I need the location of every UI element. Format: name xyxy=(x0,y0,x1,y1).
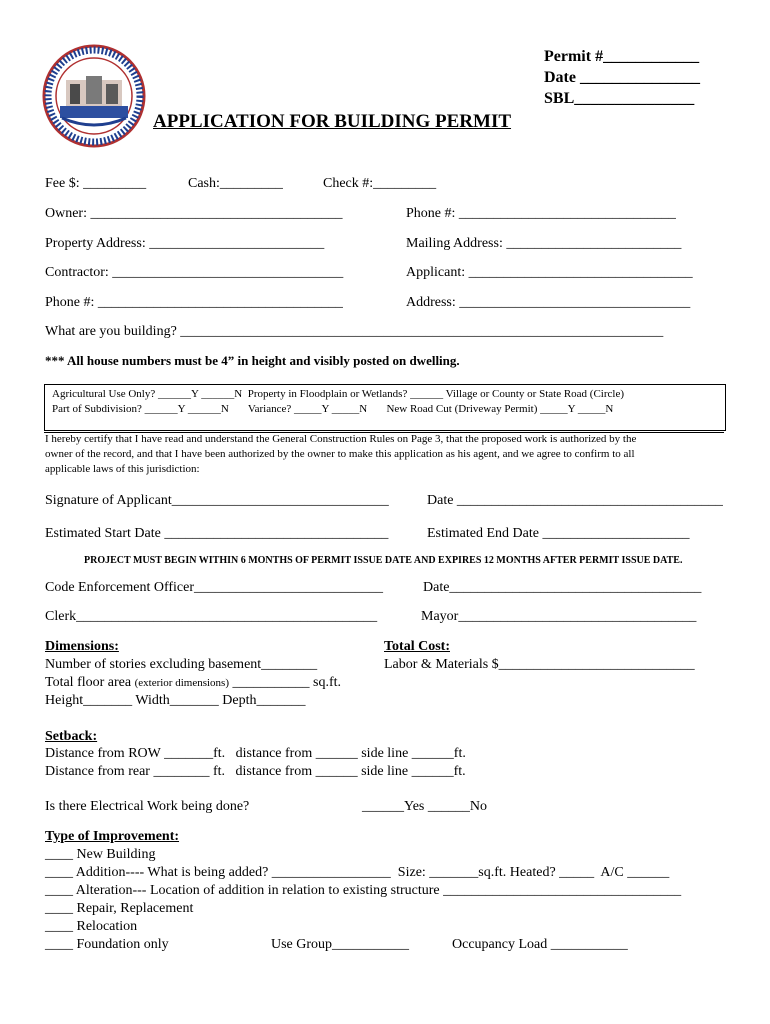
electrical-question: Is there Electrical Work being done? xyxy=(45,799,250,814)
floor-area-blank: ___________ sq.ft. xyxy=(229,675,341,690)
setback-rear-field[interactable]: Distance from rear ________ ft. distance from ______ side line ______ft. xyxy=(45,764,466,779)
what-building-field[interactable]: What are you building? _____________________________________________________________________ xyxy=(45,324,664,339)
mailing-address-field[interactable]: Mailing Address: _________________________ xyxy=(406,236,682,251)
labor-materials-field[interactable]: Labor & Materials $____________________________ xyxy=(384,657,695,672)
clerk-field[interactable]: Clerk___________________________________________ xyxy=(45,609,378,624)
setback-row-field[interactable]: Distance from ROW _______ft. distance from ______ side line ______ft. xyxy=(45,746,466,761)
floor-area-note: (exterior dimensions) xyxy=(134,677,229,689)
check-number-field[interactable]: Check #:_________ xyxy=(323,176,437,191)
electrical-yes-no[interactable]: ______Yes ______No xyxy=(362,799,487,814)
certify-line-3: applicable laws of this jurisdiction: xyxy=(45,463,200,475)
total-cost-heading: Total Cost: xyxy=(384,639,450,654)
certify-line-2: owner of the record, and that I have been authorized by the owner to make this application as his agent, and we agree to confirm to all xyxy=(45,448,635,460)
end-date-field[interactable]: Estimated End Date _____________________ xyxy=(427,526,690,541)
contractor-phone-field[interactable]: Phone #: ___________________________________ xyxy=(45,295,343,310)
dimensions-heading: Dimensions: xyxy=(45,639,119,654)
sbl-field[interactable]: SBL_______________ xyxy=(544,90,695,107)
mayor-field[interactable]: Mayor__________________________________ xyxy=(421,609,697,624)
applicant-signature-field[interactable]: Signature of Applicant_______________________________ xyxy=(45,493,389,508)
improvement-heading: Type of Improvement: xyxy=(45,829,180,844)
occupancy-load-field[interactable]: Occupancy Load ___________ xyxy=(452,937,628,952)
relocation-option[interactable]: ____ Relocation xyxy=(45,919,138,934)
header-date-field[interactable]: Date _______________ xyxy=(544,69,700,86)
code-officer-field[interactable]: Code Enforcement Officer___________________________ xyxy=(45,580,384,595)
house-number-notice: *** All house numbers must be 4” in height and visibly posted on dwelling. xyxy=(45,353,460,368)
agricultural-line[interactable]: Agricultural Use Only? ______Y ______N Property in Floodplain or Wetlands? ______ Village or County or State Road (Circle) xyxy=(52,388,624,400)
officer-date-field[interactable]: Date____________________________________ xyxy=(423,580,702,595)
height-width-depth-field[interactable]: Height_______ Width_______ Depth_______ xyxy=(45,693,306,708)
setback-heading: Setback: xyxy=(45,729,98,744)
owner-phone-field[interactable]: Phone #: _______________________________ xyxy=(406,206,676,221)
permit-number-field[interactable]: Permit #____________ xyxy=(544,48,700,65)
cash-field[interactable]: Cash:_________ xyxy=(188,176,283,191)
floor-area-field[interactable] xyxy=(45,675,341,691)
subdivision-line[interactable]: Part of Subdivision? ______Y ______N Variance? _____Y _____N New Road Cut (Driveway Permit) _____Y _____N xyxy=(52,403,614,415)
fee-field[interactable]: Fee $: _________ xyxy=(45,176,147,191)
contractor-field[interactable]: Contractor: _________________________________ xyxy=(45,265,344,280)
certify-line-1: I hereby certify that I have read and understand the General Construction Rules on Page 3, that the proposed work is authorized by the xyxy=(45,433,637,445)
new-building-option[interactable]: ____ New Building xyxy=(45,847,156,862)
foundation-option[interactable]: ____ Foundation only xyxy=(45,937,169,952)
village-seal xyxy=(42,44,146,148)
applicant-field[interactable]: Applicant: ________________________________ xyxy=(406,265,693,280)
page-title: APPLICATION FOR BUILDING PERMIT xyxy=(153,111,512,132)
addition-option[interactable]: ____ Addition---- What is being added? _________________ Size: _______sq.ft. Heated? _____ A/C ______ xyxy=(45,865,670,880)
use-group-field[interactable]: Use Group___________ xyxy=(271,937,410,952)
floor-area-label: Total floor area xyxy=(45,675,132,690)
repair-option[interactable]: ____ Repair, Replacement xyxy=(45,901,194,916)
signature-date-field[interactable]: Date ______________________________________ xyxy=(427,493,723,508)
owner-field[interactable]: Owner: ____________________________________ xyxy=(45,206,343,221)
project-expiry-notice: PROJECT MUST BEGIN WITHIN 6 MONTHS OF PERMIT ISSUE DATE AND EXPIRES 12 MONTHS AFTER PERMIT ISSUE DATE. xyxy=(84,555,683,566)
stories-field[interactable]: Number of stories excluding basement________ xyxy=(45,657,318,672)
start-date-field[interactable]: Estimated Start Date ________________________________ xyxy=(45,526,389,541)
alteration-option[interactable]: ____ Alteration--- Location of addition in relation to existing structure __________________________________ xyxy=(45,883,682,898)
applicant-address-field[interactable]: Address: _________________________________ xyxy=(406,295,691,310)
property-address-field[interactable]: Property Address: _________________________ xyxy=(45,236,325,251)
